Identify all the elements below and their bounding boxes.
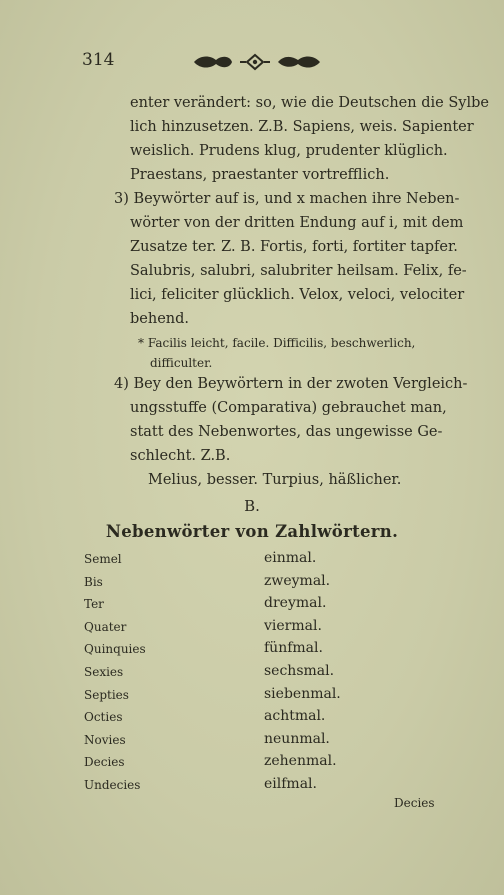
table-row — [84, 640, 404, 663]
text-line: lich hinzusetzen. Z.B. Sapiens, weis. Sapienter — [130, 119, 474, 135]
printer-ornament-icon — [192, 52, 322, 72]
page-number: 314 — [82, 50, 115, 70]
table-row — [84, 776, 404, 799]
text-line: Zusatze ter. Z. B. Fortis, forti, fortiter tapfer. — [130, 239, 458, 255]
text-line: lici, feliciter glücklich. Velox, veloci, velociter — [130, 287, 465, 303]
german-numeral: fünfmal. — [264, 640, 323, 657]
text-line: enter verändert: so, wie die Deutschen die Sylbe — [130, 95, 489, 111]
text-line: wörter von der dritten Endung auf i, mit dem — [130, 215, 464, 231]
table-row — [84, 708, 404, 731]
german-numeral: zehenmal. — [264, 753, 337, 770]
latin-numeral: Sexies — [84, 664, 124, 679]
section-letter: B. — [244, 497, 260, 515]
table-row — [84, 731, 404, 754]
german-numeral: siebenmal. — [264, 685, 341, 702]
german-numeral: achtmal. — [264, 708, 326, 725]
table-row — [84, 618, 404, 641]
text-line: Melius, besser. Turpius, häßlicher. — [148, 472, 402, 488]
table-row — [84, 550, 404, 573]
latin-numeral: Septies — [84, 687, 129, 702]
table-row — [84, 573, 404, 596]
german-numeral: zweymal. — [264, 572, 331, 589]
german-numeral: sechsmal. — [264, 662, 335, 679]
text-line: weislich. Prudens klug, prudenter klüglich. — [130, 143, 448, 159]
table-row — [84, 595, 404, 618]
text-line: behend. — [130, 311, 190, 327]
catchword: Decies — [394, 796, 435, 810]
german-numeral: neunmal. — [264, 730, 330, 747]
text-line: * Facilis leicht, facile. Difficilis, beschwerlich, — [138, 336, 416, 350]
german-numeral: einmal. — [264, 550, 317, 566]
german-numeral: viermal. — [264, 617, 322, 634]
latin-numeral: Decies — [84, 755, 125, 770]
text-line: Praestans, praestanter vortrefflich. — [130, 167, 390, 183]
german-numeral: eilfmal. — [264, 775, 317, 792]
latin-numeral: Ter — [84, 597, 104, 612]
page-header — [82, 50, 422, 74]
section-title: Nebenwörter von Zahlwörtern. — [105, 522, 399, 541]
text-line: 4) Bey den Beywörtern in der zwoten Vergleich- — [114, 376, 468, 392]
numeral-table — [84, 550, 404, 799]
latin-numeral: Octies — [84, 710, 123, 725]
text-line: statt des Nebenwortes, das ungewisse Ge- — [130, 424, 443, 440]
latin-numeral: Semel — [84, 552, 122, 566]
text-line: schlecht. Z.B. — [130, 448, 231, 464]
text-line: 3) Beywörter auf is, und x machen ihre Neben- — [114, 191, 460, 207]
latin-numeral: Bis — [84, 574, 103, 589]
latin-numeral: Novies — [84, 732, 126, 747]
table-row — [84, 753, 404, 776]
table-row — [84, 663, 404, 686]
latin-numeral: Quinquies — [84, 642, 146, 657]
text-line: ungsstuffe (Comparativa) gebrauchet man, — [130, 400, 447, 416]
german-numeral: dreymal. — [264, 595, 327, 612]
latin-numeral: Quater — [84, 619, 127, 634]
table-row — [84, 686, 404, 709]
text-line: difficulter. — [150, 356, 213, 370]
text-line: Salubris, salubri, salubriter heilsam. Felix, fe- — [130, 263, 467, 279]
latin-numeral: Undecies — [84, 777, 141, 792]
